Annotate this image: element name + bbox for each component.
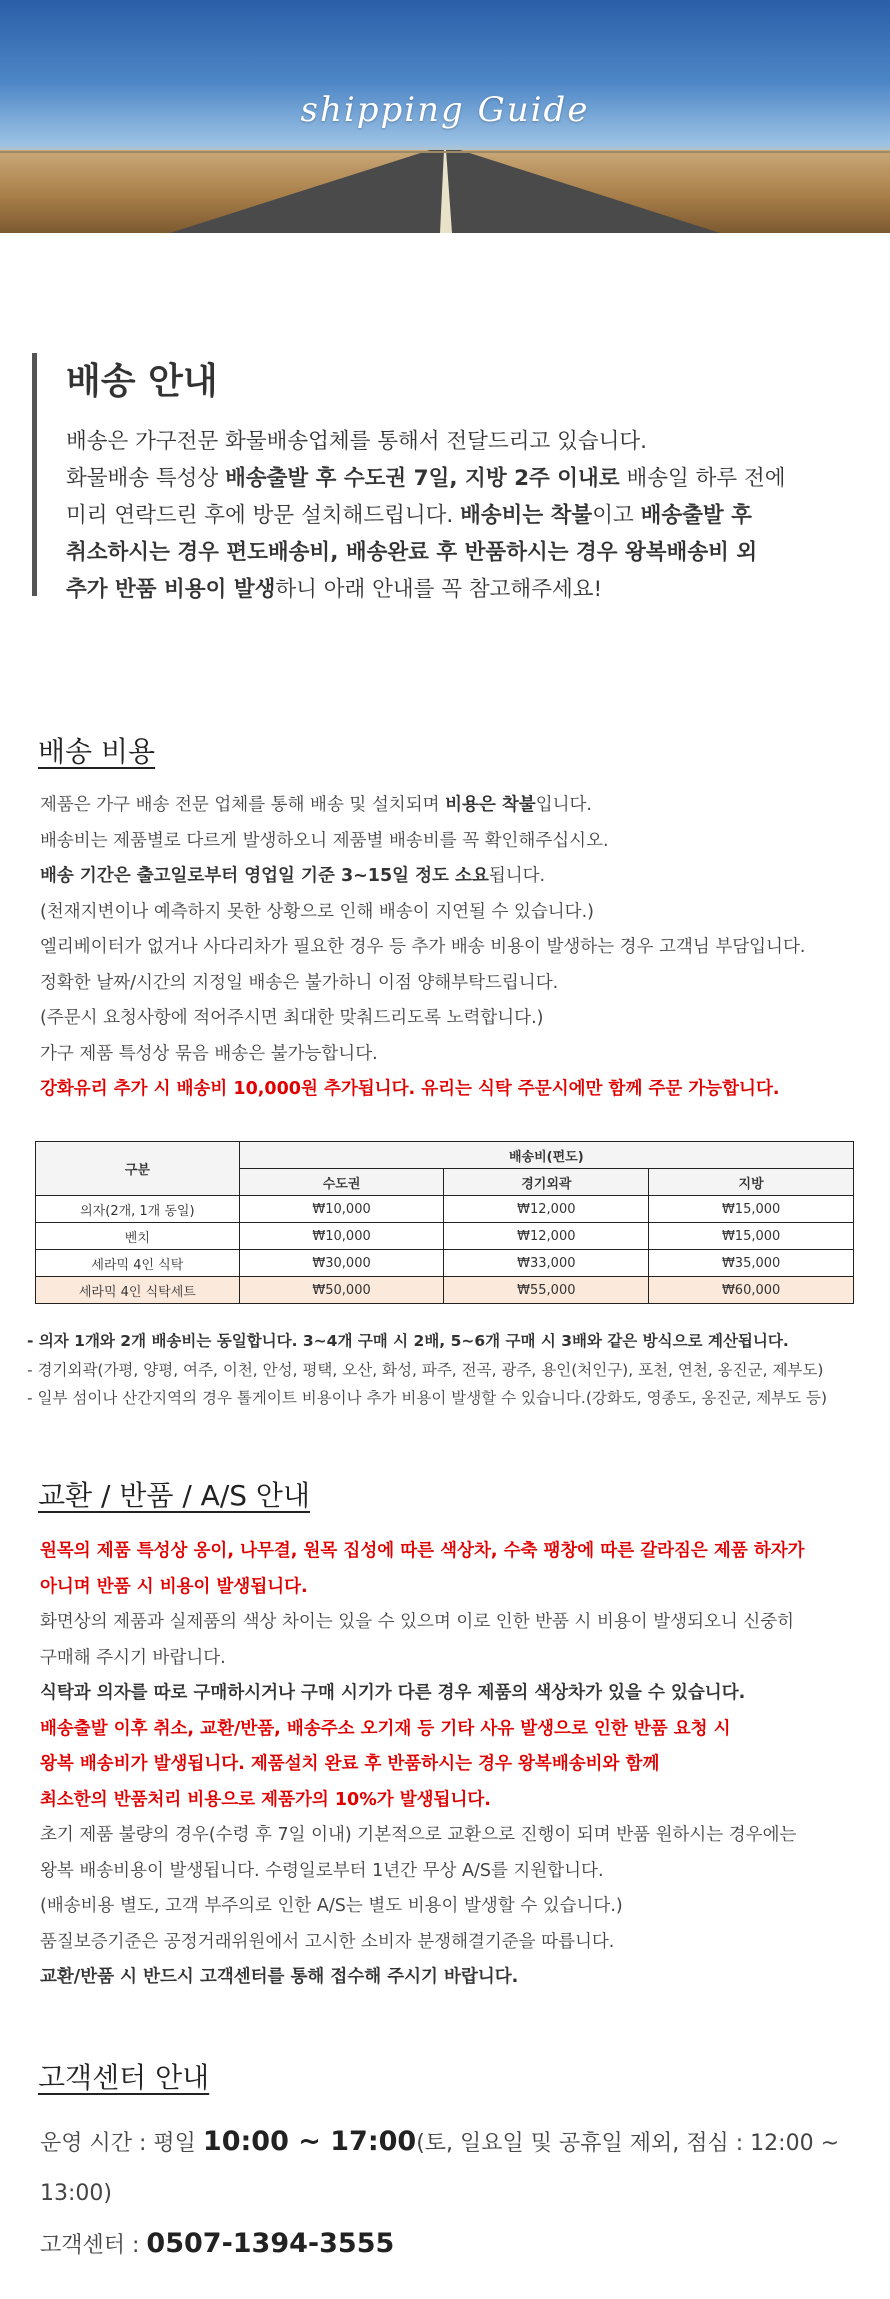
- fee-line: [40, 824, 880, 860]
- intro-line: [66, 571, 890, 608]
- table-row: [36, 1277, 854, 1304]
- text-run: 식탁과 의자를 따로 구매하시거나 구매 시기가 다른 경우 제품의 색상차가 있을 수 있습니다.: [40, 1683, 746, 1703]
- text-run: 비용은 착불: [445, 795, 536, 815]
- table-cell: ₩30,000: [239, 1250, 444, 1277]
- table-cell: ₩10,000: [239, 1196, 444, 1223]
- cs-hours-note: (토, 일요일 및 공휴일 제외, 점심 : 12:00 ~ 13:00): [40, 2131, 840, 2206]
- fee-line: [40, 1037, 880, 1073]
- text-run: 입니다.: [535, 795, 592, 815]
- text-run: 됩니다.: [488, 866, 546, 886]
- table-cell: ₩10,000: [239, 1223, 444, 1250]
- fee-line: [40, 1072, 880, 1108]
- return-line: [40, 1818, 880, 1854]
- text-run: 정확한 날짜/시간의 지정일 배송은 불가하니 이점 양해부탁드립니다.: [40, 972, 559, 993]
- text-run: 배송출발 후 수도권 7일, 지방 2주 이내로: [225, 466, 620, 491]
- fee-note: - 경기외곽(가평, 양평, 여주, 이천, 안성, 평택, 오산, 화성, 파주, 전곡, 광주, 용인(처인구), 포천, 연천, 옹진군, 제부도): [27, 1360, 824, 1379]
- fee-line: [40, 859, 880, 895]
- table-row-label: 세라믹 4인 식탁세트: [36, 1277, 240, 1304]
- return-line: [40, 1925, 880, 1961]
- table-cell: ₩12,000: [444, 1223, 649, 1250]
- text-run: 원목의 제품 특성상 옹이, 나무결, 원목 집성에 따른 색상차, 수축 팽창에 따른 갈라짐은 제품 하자가: [40, 1541, 805, 1561]
- table-cell: ₩15,000: [649, 1223, 854, 1250]
- return-section-heading: 교환 / 반품 / A/S 안내: [38, 1479, 311, 1512]
- cs-phone: [40, 2219, 890, 2271]
- table-body: [36, 1196, 854, 1304]
- table-row: [36, 1196, 854, 1223]
- text-run: 품질보증기준은 공정거래위원에서 고시한 소비자 분쟁해결기준을 따릅니다.: [40, 1931, 615, 1952]
- fee-line: [40, 966, 880, 1002]
- fee-line: [40, 895, 880, 931]
- cs-section-heading: 고객센터 안내: [38, 2061, 210, 2094]
- text-run: 가구 제품 특성상 묶음 배송은 불가능합니다.: [40, 1043, 378, 1064]
- table-row: [36, 1250, 854, 1277]
- text-run: 강화유리 추가 시 배송비 10,000원 추가됩니다. 유리는 식탁 주문시에만 함께 주문 가능합니다.: [40, 1079, 780, 1099]
- text-run: 배송출발 이후 취소, 교환/반품, 배송주소 오기재 등 기타 사유 발생으로 인한 반품 요청 시: [40, 1718, 731, 1739]
- text-run: 왕복 배송비가 발생됩니다. 제품설치 완료 후 반품하시는 경우 왕복배송비와 함께: [40, 1754, 660, 1774]
- table-row-label: 세라믹 4인 식탁: [36, 1250, 240, 1277]
- return-section-body: [40, 1534, 880, 1996]
- fee-note: - 일부 섬이나 산간지역의 경우 톨게이트 비용이나 추가 비용이 발생할 수 있습니다.(강화도, 영종도, 옹진군, 제부도 등): [27, 1389, 828, 1407]
- intro-line: [66, 534, 890, 571]
- table-cell: ₩55,000: [444, 1277, 649, 1304]
- text-run: 배송출발 후: [640, 503, 752, 528]
- return-line: [40, 1712, 880, 1748]
- cs-phone-number[interactable]: 0507-1394-3555: [146, 2228, 395, 2259]
- text-run: (천재지변이나 예측하지 못한 상황으로 인해 배송이 지연될 수 있습니다.): [40, 901, 594, 922]
- text-run: 배송비는 제품별로 다르게 발생하오니 제품별 배송비를 꼭 확인해주십시오.: [40, 830, 609, 851]
- return-line: [40, 1783, 880, 1819]
- table-row-label: 의자(2개, 1개 동일): [36, 1196, 240, 1223]
- text-run: (주문시 요청사항에 적어주시면 최대한 맞춰드리도록 노력합니다.): [40, 1008, 544, 1028]
- cs-section-body: [40, 2117, 890, 2271]
- text-run: 배송일 하루 전에: [619, 466, 786, 491]
- return-line: [40, 1854, 880, 1890]
- table-group-header: 배송비(편도): [239, 1142, 853, 1169]
- text-run: 아니며 반품 시 비용이 발생됩니다.: [40, 1576, 308, 1597]
- table-row-label: 벤치: [36, 1223, 240, 1250]
- text-run: 배송 기간은 출고일로부터 영업일 기준 3~15일 정도 소요: [40, 866, 489, 886]
- text-run: 미리 연락드린 후에 방문 설치해드립니다.: [66, 503, 461, 528]
- text-run: 취소하시는 경우 편도배송비, 배송완료 후 반품하시는 경우 왕복배송비 외: [66, 540, 758, 565]
- shipping-fee-table: [35, 1141, 854, 1304]
- table-column-header: 경기외곽: [444, 1169, 649, 1196]
- text-run: 화면상의 제품과 실제품의 색상 차이는 있을 수 있으며 이로 인한 반품 시 비용이 발생되오니 신중히: [40, 1612, 795, 1632]
- return-line: [40, 1960, 880, 1996]
- fee-note: - 의자 1개와 2개 배송비는 동일합니다. 3~4개 구매 시 2배, 5~6개 구매 시 3배와 같은 방식으로 계산됩니다.: [27, 1332, 789, 1350]
- return-line: [40, 1676, 880, 1712]
- text-run: 하니 아래 안내를 꼭 참고해주세요!: [275, 577, 603, 602]
- text-run: (배송비용 별도, 고객 부주의로 인한 A/S는 별도 비용이 발생할 수 있습니다.): [40, 1896, 623, 1916]
- text-run: 최소한의 반품처리 비용으로 제품가의 10%가 발생됩니다.: [40, 1789, 491, 1810]
- table-column-header: 수도권: [239, 1169, 444, 1196]
- text-run: 추가 반품 비용이 발생: [66, 577, 276, 602]
- table-cell: ₩15,000: [649, 1196, 854, 1223]
- fee-notes: [27, 1327, 827, 1413]
- return-line: [40, 1641, 880, 1677]
- text-run: 초기 제품 불량의 경우(수령 후 7일 이내) 기본적으로 교환으로 진행이 되며 반품 원하시는 경우에는: [40, 1825, 797, 1845]
- table-cell: ₩12,000: [444, 1196, 649, 1223]
- table-row: [36, 1223, 854, 1250]
- intro-heading: 배송 안내: [66, 361, 218, 402]
- text-run: 교환/반품 시 반드시 고객센터를 통해 접수해 주시기 바랍니다.: [40, 1967, 519, 1987]
- intro-line: [66, 423, 890, 460]
- cs-hours-value: 10:00 ~ 17:00: [202, 2126, 417, 2157]
- fee-section-heading: 배송 비용: [38, 735, 156, 768]
- text-run: 왕복 배송비용이 발생됩니다. 수령일로부터 1년간 무상 A/S를 지원합니다.: [40, 1860, 604, 1881]
- table-column-header: 지방: [649, 1169, 854, 1196]
- return-line: [40, 1570, 880, 1606]
- text-run: 제품은 가구 배송 전문 업체를 통해 배송 및 설치되며: [40, 795, 446, 815]
- return-line: [40, 1889, 880, 1925]
- text-run: 구매해 주시기 바랍니다.: [40, 1647, 226, 1668]
- intro-accent-bar: [32, 353, 37, 596]
- fee-line: [40, 788, 880, 824]
- cs-hours-label: 운영 시간 : 평일: [40, 2131, 203, 2156]
- text-run: 이고: [592, 503, 641, 528]
- text-run: 배송비는 착불: [460, 503, 593, 528]
- return-line: [40, 1605, 880, 1641]
- intro-body: [66, 423, 890, 608]
- text-run: 화물배송 특성상: [66, 466, 226, 491]
- fee-line: [40, 1001, 880, 1037]
- fee-section-body: [40, 788, 880, 1108]
- return-line: [40, 1747, 880, 1783]
- cs-hours: [40, 2117, 890, 2219]
- table-cell: ₩35,000: [649, 1250, 854, 1277]
- table-cell: ₩33,000: [444, 1250, 649, 1277]
- table-cell: ₩50,000: [239, 1277, 444, 1304]
- intro-line: [66, 460, 890, 497]
- table-corner-header: 구분: [36, 1142, 240, 1196]
- return-line: [40, 1534, 880, 1570]
- text-run: 배송은 가구전문 화물배송업체를 통해서 전달드리고 있습니다.: [66, 429, 648, 454]
- hero-banner: [0, 0, 890, 233]
- hero-road-image: [0, 150, 890, 233]
- text-run: 엘리베이터가 없거나 사다리차가 필요한 경우 등 추가 배송 비용이 발생하는 경우 고객님 부담입니다.: [40, 937, 806, 957]
- cs-phone-label: 고객센터 :: [40, 2233, 147, 2258]
- hero-title: shipping Guide: [300, 90, 590, 130]
- intro-line: [66, 497, 890, 534]
- fee-line: [40, 930, 880, 966]
- table-cell: ₩60,000: [649, 1277, 854, 1304]
